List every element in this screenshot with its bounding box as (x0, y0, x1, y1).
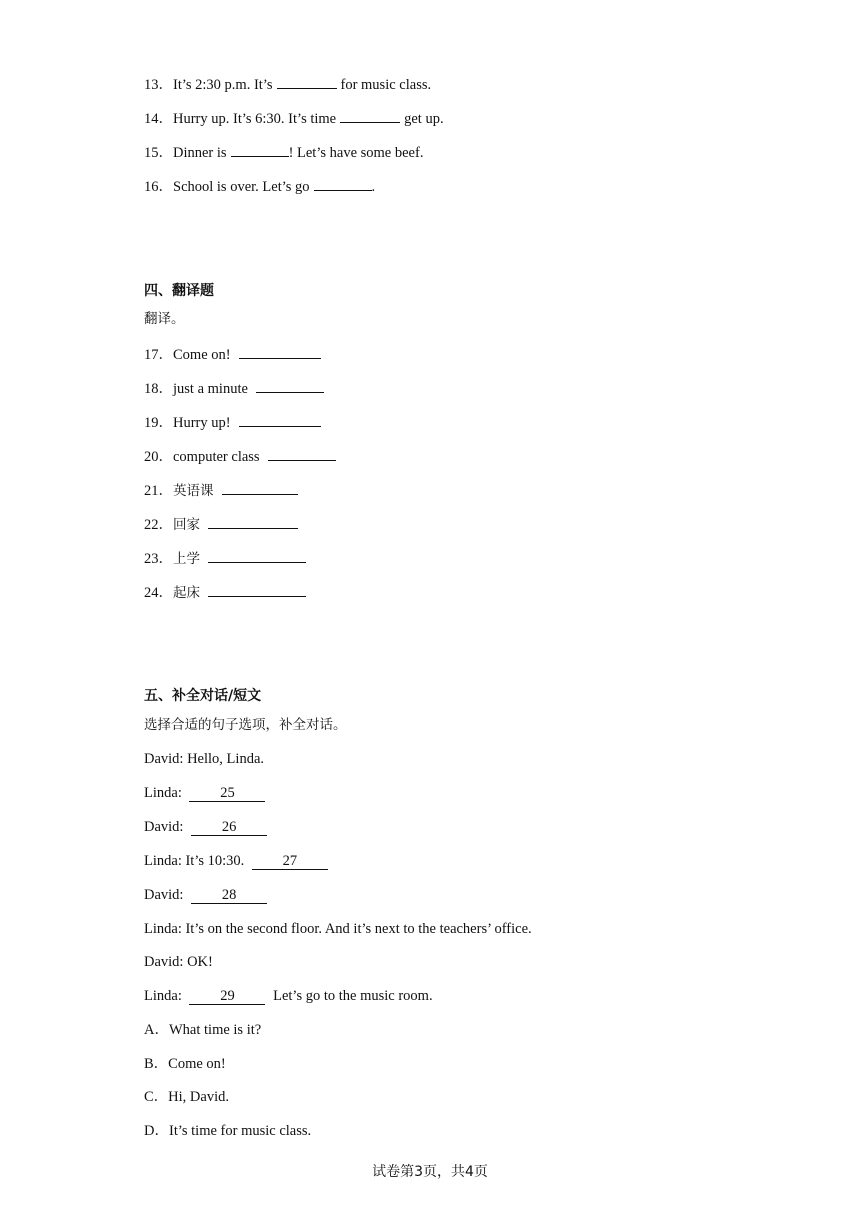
question-18 (144, 378, 328, 398)
question-19 (144, 412, 325, 432)
answer-blank[interactable] (268, 446, 336, 461)
question-number: 15． (144, 145, 173, 161)
section-instruction: 选择合适的句子选项，补全对话。 (144, 717, 347, 733)
question-number: 21． (144, 483, 173, 499)
dialogue-line (144, 852, 328, 870)
speaker: Linda: (144, 785, 182, 801)
option-letter: D． (144, 1123, 169, 1139)
question-23 (144, 548, 310, 568)
dialogue-text: Let’s go to the music room. (273, 988, 433, 1004)
option-d (144, 1122, 311, 1140)
answer-blank[interactable] (208, 548, 306, 563)
section-instruction: 翻译。 (144, 311, 185, 327)
question-text: just a minute (173, 381, 248, 397)
option-text: Hi, David. (168, 1089, 229, 1105)
answer-blank[interactable] (208, 514, 298, 529)
question-16 (144, 176, 375, 196)
question-number: 16． (144, 179, 173, 195)
question-number: 24． (144, 585, 173, 601)
question-21 (144, 480, 302, 500)
question-17 (144, 344, 325, 364)
question-22 (144, 514, 302, 534)
question-number: 17． (144, 347, 173, 363)
question-text: Come on! (173, 347, 231, 363)
answer-blank[interactable] (208, 582, 306, 597)
dialogue-line (144, 784, 265, 802)
question-text: It’s 2:30 p.m. It’s (173, 77, 273, 93)
question-text: 英语课 (173, 483, 214, 499)
question-text: ! Let’s have some beef. (288, 145, 424, 161)
question-text: School is over. Let’s go (173, 179, 310, 195)
question-text: Dinner is (173, 145, 227, 161)
option-text: Come on! (168, 1056, 226, 1072)
question-15 (144, 142, 423, 162)
answer-blank[interactable] (239, 344, 321, 359)
page-footer: 试卷第3页，共4页 (372, 1164, 488, 1180)
answer-blank[interactable] (340, 108, 400, 123)
answer-blank-25[interactable]: 25 (189, 786, 265, 802)
question-number: 20． (144, 449, 173, 465)
option-text: What time is it? (168, 1022, 262, 1038)
question-number: 23． (144, 551, 173, 567)
answer-blank[interactable] (231, 142, 289, 157)
question-24 (144, 582, 310, 602)
question-text: Hurry up! (173, 415, 231, 431)
option-letter: C． (144, 1089, 169, 1105)
question-text: . (371, 179, 376, 195)
speaker: Linda: It’s 10:30. (144, 853, 245, 869)
section-heading: 四、翻译题 (144, 283, 214, 299)
option-c (144, 1088, 229, 1106)
speaker: David: (144, 819, 184, 835)
question-13 (144, 74, 431, 94)
dialogue-line: David: OK! (144, 954, 213, 970)
dialogue-line (144, 818, 267, 836)
question-20 (144, 446, 340, 466)
speaker: Linda: (144, 988, 182, 1004)
answer-blank-27[interactable]: 27 (252, 854, 328, 870)
option-text: It’s time for music class. (168, 1123, 312, 1139)
option-a (144, 1021, 261, 1039)
question-number: 13． (144, 77, 173, 93)
answer-blank-26[interactable]: 26 (191, 820, 267, 836)
dialogue-line: Linda: It’s on the second floor. And it’s next to the teachers’ office. (144, 921, 532, 937)
question-text: 起床 (173, 585, 200, 601)
section-heading: 五、补全对话/短文 (144, 688, 262, 704)
answer-blank[interactable] (239, 412, 321, 427)
question-number: 22． (144, 517, 173, 533)
question-text: 上学 (173, 551, 200, 567)
dialogue-line: David: Hello, Linda. (144, 751, 265, 767)
question-text: computer class (173, 449, 260, 465)
question-14 (144, 108, 444, 128)
question-text: for music class. (340, 77, 432, 93)
dialogue-line (144, 886, 267, 904)
option-b (144, 1055, 226, 1073)
question-number: 18． (144, 381, 173, 397)
question-text: get up. (404, 111, 444, 127)
answer-blank-28[interactable]: 28 (191, 888, 267, 904)
speaker: David: (144, 887, 184, 903)
question-number: 19． (144, 415, 173, 431)
dialogue-line (144, 987, 433, 1005)
answer-blank[interactable] (314, 176, 372, 191)
answer-blank[interactable] (222, 480, 298, 495)
answer-blank[interactable] (277, 74, 337, 89)
option-letter: A． (144, 1022, 169, 1038)
answer-blank-29[interactable]: 29 (189, 989, 265, 1005)
option-letter: B． (144, 1056, 169, 1072)
question-text: 回家 (173, 517, 200, 533)
answer-blank[interactable] (256, 378, 324, 393)
question-text: Hurry up. It’s 6:30. It’s time (173, 111, 337, 127)
question-number: 14． (144, 111, 173, 127)
